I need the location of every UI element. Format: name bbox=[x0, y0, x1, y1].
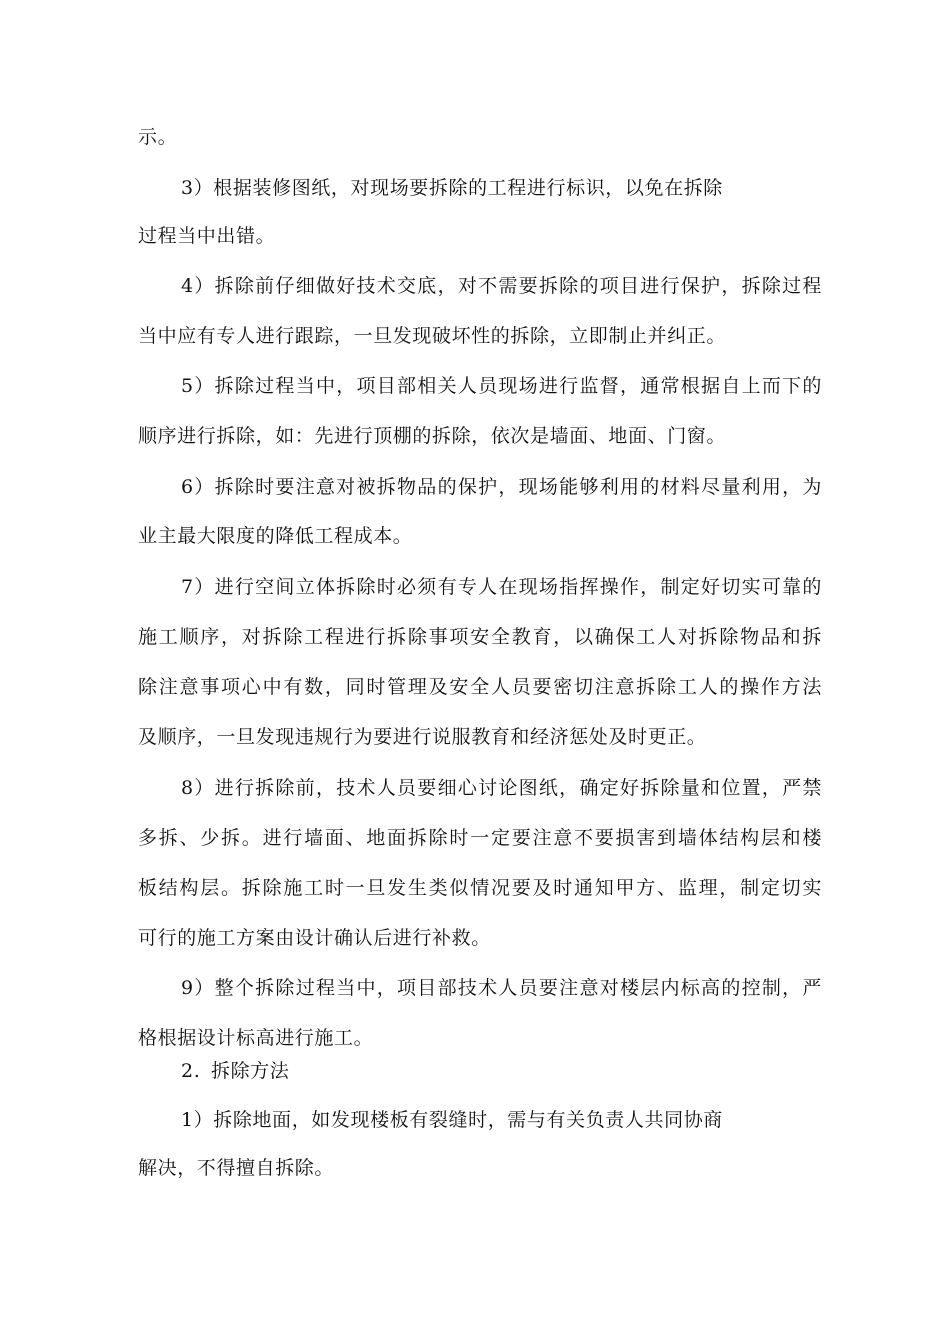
text-line: 除注意事项心中有数，同时管理及安全人员要密切注意拆除工人的操作方法 bbox=[138, 676, 822, 698]
text-line: 4）拆除前仔细做好技术交底，对不需要拆除的项目进行保护，拆除过程 bbox=[181, 275, 822, 297]
text-line: 7）进行空间立体拆除时必须有专人在现场指挥操作，制定好切实可靠的 bbox=[181, 576, 822, 598]
text-line: 业主最大限度的降低工程成本。 bbox=[138, 525, 413, 547]
text-line: 格根据设计标高进行施工。 bbox=[138, 1027, 374, 1049]
section-heading bbox=[181, 1059, 289, 1083]
text-line: 顺序进行拆除，如：先进行顶棚的拆除，依次是墙面、地面、门窗。 bbox=[138, 425, 727, 447]
text-line: 5）拆除过程当中，项目部相关人员现场进行监督，通常根据自上而下的 bbox=[181, 375, 822, 397]
section-number: 2. bbox=[181, 1060, 201, 1082]
text-line: 3）根据装修图纸，对现场要拆除的工程进行标识，以免在拆除 bbox=[181, 177, 723, 199]
text-line: 9）整个拆除过程当中，项目部技术人员要注意对楼层内标高的控制，严 bbox=[181, 977, 822, 999]
text-line: 6）拆除时要注意对被拆物品的保护，现场能够利用的材料尽量利用，为 bbox=[181, 476, 822, 498]
text-line: 板结构层。拆除施工时一旦发生类似情况要及时通知甲方、监理，制定切实 bbox=[138, 877, 822, 899]
text-line: 过程当中出错。 bbox=[138, 225, 276, 247]
text-line: 8）进行拆除前，技术人员要细心讨论图纸，确定好拆除量和位置，严禁 bbox=[181, 777, 822, 799]
text-line: 多拆、少拆。进行墙面、地面拆除时一定要注意不要损害到墙体结构层和楼 bbox=[138, 827, 822, 849]
text-line: 可行的施工方案由设计确认后进行补救。 bbox=[138, 927, 491, 949]
text-line: 当中应有专人进行跟踪，一旦发现破坏性的拆除，立即制止并纠正。 bbox=[138, 325, 727, 347]
section-title: 拆除方法 bbox=[211, 1060, 290, 1082]
text-line: 施工顺序，对拆除工程进行拆除事项安全教育，以确保工人对拆除物品和拆 bbox=[138, 626, 822, 648]
text-line: 及顺序，一旦发现违规行为要进行说服教育和经济惩处及时更正。 bbox=[138, 726, 707, 748]
text-line: 1）拆除地面，如发现楼板有裂缝时，需与有关负责人共同协商 bbox=[181, 1109, 723, 1131]
text-line: 解决，不得擅自拆除。 bbox=[138, 1157, 335, 1179]
text-line: 示。 bbox=[138, 126, 178, 148]
